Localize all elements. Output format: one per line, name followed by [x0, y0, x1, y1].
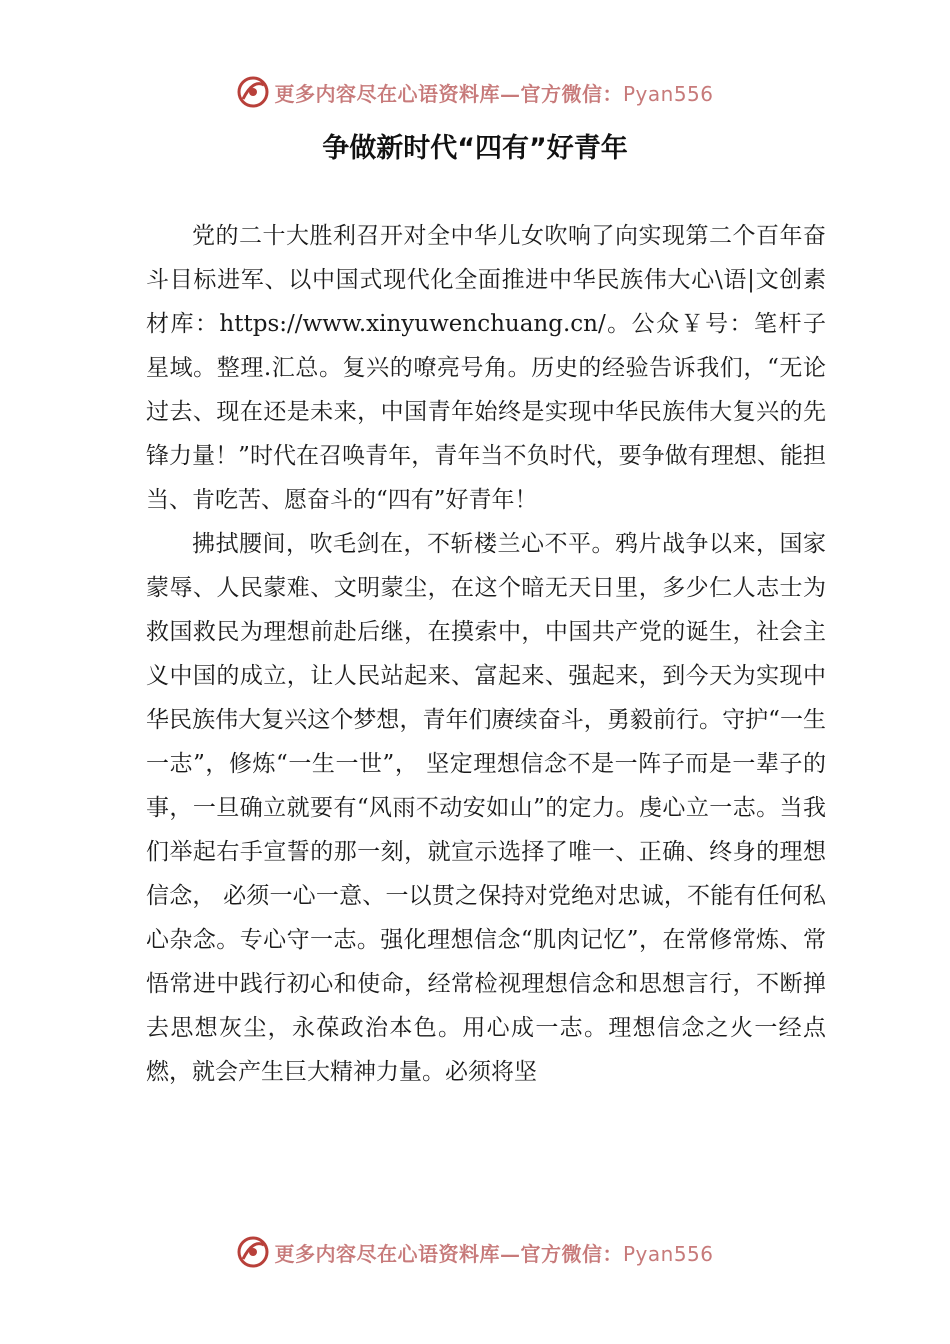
- footer-watermark-banner: [0, 1232, 950, 1272]
- header-watermark-banner: [0, 72, 950, 112]
- watermark-text: 更多内容尽在心语资料库—官方微信：Pyan556: [274, 1241, 714, 1266]
- paragraph: 拂拭腰间，吹毛剑在，不斩楼兰心不平。鸦片战争以来，国家蒙辱、人民蒙难、文明蒙尘，在这个暗无天日里，多少仁人志士为救国救民为理想前赴后继，在摸索中，中国共产党的诞生，社会主义中国的成立，让人民站起来、富起来、强起来，到今天为实现中华民族伟大复兴这个梦想，青年们赓续奋斗，勇毅前行。守护“一生一志”，修炼“一生一世”， 坚定理想信念不是一阵子而是一辈子的事，一旦确立就要有“风雨不动安如山”的定力。虔心立一志。当我们举起右手宣誓的那一刻，就宣示选择了唯一、正确、终身的理想信念， 必须一心一意、一以贯之保持对党绝对忠诚，不能有任何私心杂念。专心守一志。强化理想信念“肌肉记忆”，在常修常炼、常悟常进中践行初心和使命，经常检视理想信念和思想言行，不断掸去思想灰尘，永葆政治本色。用心成一志。理想信念之火一经点燃，就会产生巨大精神力量。必须将坚: [146, 531, 826, 1085]
- document-title: 争做新时代“四有”好青年: [322, 133, 628, 164]
- brand-logo-icon: [236, 75, 270, 109]
- watermark-text: 更多内容尽在心语资料库—官方微信：Pyan556: [274, 81, 714, 106]
- document-body: [146, 214, 826, 1094]
- brand-logo-icon: [236, 1235, 270, 1269]
- paragraph: 党的二十大胜利召开对全中华儿女吹响了向实现第二个百年奋斗目标进军、以中国式现代化全面推进中华民族伟大心\语|文创素材库：https://www.xinyuwenchuang.cn/。公众￥号：笔杆子星域。整理.汇总。复兴的嘹亮号角。历史的经验告诉我们，“无论过去、现在还是未来，中国青年始终是实现中华民族伟大复兴的先锋力量！”时代在召唤青年，青年当不负时代，要争做有理想、能担当、肯吃苦、愿奋斗的“四有”好青年！: [146, 223, 826, 513]
